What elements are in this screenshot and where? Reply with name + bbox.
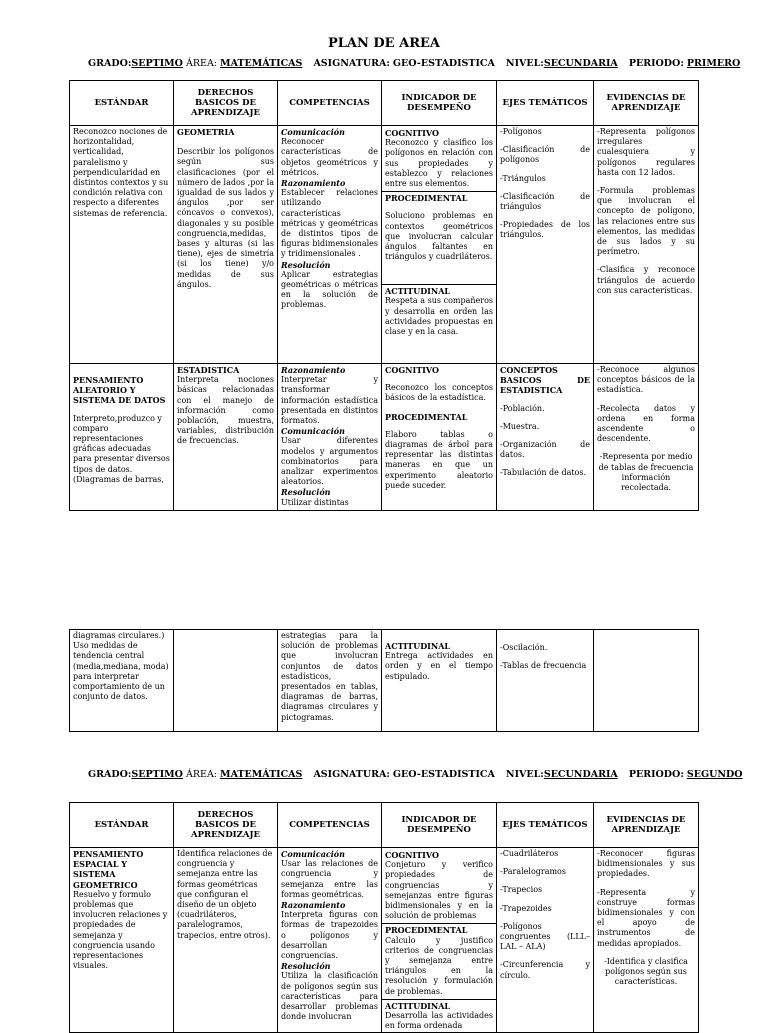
col-dba: DERECHOS BASICOS DE APRENDIZAJE xyxy=(174,803,278,848)
col-ejes: EJES TEMÁTICOS xyxy=(497,803,594,848)
list-item: -Cuadriláteros xyxy=(500,849,559,858)
ind-heading: PROCEDIMENTAL xyxy=(385,925,468,936)
nivel-label: NIVEL: xyxy=(505,58,544,69)
list-item: -Formula problemas que involucran el concepto de polígono, las relaciones entre sus elementos, las medidas de sus lados y su perímetro. xyxy=(597,186,695,257)
list-item: -Representa polígonos irregulares cualesquiera y polígonos regulares hasta con 12 lados. xyxy=(597,127,695,177)
col-ejes: EJES TEMÁTICOS xyxy=(497,81,594,126)
ind-text: Soluciono problemas en contextos geométricos que involucran calcular ángulos faltantes en triángulos y cuadriláteros. xyxy=(385,211,493,262)
estandar-text: diagramas circulares.) Uso medidas de tendencia central (media,mediana, moda) para interpretar comportamiento de un conjunto de datos. xyxy=(73,631,169,702)
area-value: MATEMÁTICAS xyxy=(220,769,303,780)
area-value: MATEMÁTICAS xyxy=(220,58,303,69)
estandar-title: PENSAMIENTO ALEATORIO Y SISTEMA DE DATOS xyxy=(73,375,166,406)
comp-heading: Razonamiento xyxy=(281,178,346,189)
ind-text: Reconozco y clasifico los polígonos en relación con sus propiedades y establezco y relaciones entre sus elementos. xyxy=(385,138,493,189)
dba-text: Describir los polígonos según sus clasificaciones (por el número de lados ,por la igualdad de sus lados y ángulos ,por ser cóncavos o convexos), diagonales y su posible congruencia,medidas, bases y alturas (si las tiene), ejes de simetría (si los tiene) y/o medidas de sus ángulos. xyxy=(177,147,274,289)
comp-heading: Razonamiento xyxy=(281,365,346,375)
cell-ejes xyxy=(497,630,594,732)
cell-evidencias xyxy=(594,630,699,732)
header-line-2 xyxy=(88,769,743,780)
ind-heading: ACTITUDINAL xyxy=(385,641,451,651)
comp-text: Usar diferentes modelos y argumentos combinatorios para analizar experimentos aleatorios. xyxy=(281,436,378,487)
comp-heading: Resolución xyxy=(281,259,331,270)
col-evidencias: EVIDENCIAS DE APRENDIZAJE xyxy=(594,803,699,848)
page-title: PLAN DE AREA xyxy=(327,36,440,51)
area-label: ÁREA: xyxy=(186,58,218,69)
ind-text: Respeta a sus compañeros y desarrolla en orden las actividades propuestas en clase y en la casa. xyxy=(385,296,493,337)
cell-competencias xyxy=(278,126,382,364)
cell-estandar xyxy=(70,364,174,511)
periodo-label: PERIODO: xyxy=(628,58,684,69)
cell-competencias xyxy=(278,630,382,732)
cell-evidencias xyxy=(594,848,699,1033)
cell-indicador xyxy=(382,364,497,511)
list-item: -Clasificación de triángulos xyxy=(500,191,590,212)
cell-ejes xyxy=(497,364,594,511)
ind-text: Desarrolla las actividades en forma ordenada xyxy=(385,1011,493,1031)
cell-competencias xyxy=(278,848,382,1033)
list-item: -Triángulos xyxy=(500,173,546,183)
list-item: -Representa y construye formas bidimensionales y con el apoyo de instrumentos de medidas apropiados. xyxy=(597,887,695,948)
ind-text: Reconozco los conceptos básicos de la estadística. xyxy=(385,383,493,403)
ind-heading: PROCEDIMENTAL xyxy=(385,193,468,204)
ind-heading: COGNITIVO xyxy=(385,850,439,860)
area-label: ÁREA: xyxy=(186,769,218,780)
ind-heading: PROCEDIMENTAL xyxy=(385,411,468,422)
cell-ejes xyxy=(497,126,594,364)
ejes-title: CONCEPTOS BASICOS DE ESTADISTICA xyxy=(500,365,590,396)
comp-heading: Resolución xyxy=(281,961,331,972)
plan-table-1 xyxy=(69,80,699,511)
col-competencias: COMPETENCIAS xyxy=(278,803,382,848)
list-item: -Tablas de frecuencia xyxy=(500,661,587,671)
cell-evidencias xyxy=(594,364,699,511)
comp-text: Usar las relaciones de congruencia y semejanza entre las formas geométricas. xyxy=(281,859,378,899)
periodo-value: PRIMERO xyxy=(686,58,741,69)
grado-value: SEPTIMO xyxy=(131,769,183,780)
col-competencias: COMPETENCIAS xyxy=(278,81,382,126)
cell-evidencias xyxy=(594,126,699,364)
list-item: -Oscilación. xyxy=(500,643,548,652)
estandar-title: PENSAMIENTO ESPACIAL Y SISTEMA GEOMETRICO xyxy=(73,849,144,890)
estandar-text: Resuelvo y formulo problemas que involucren relaciones y propiedades de semejanza y congruencia usando representaciones visuales. xyxy=(73,889,168,971)
table-row xyxy=(70,848,699,1033)
cell-ejes xyxy=(497,848,594,1033)
dba-text: Interpreta nociones básicas relacionadas con el manejo de información como población, muestra, variables, distribución de frecuencias. xyxy=(177,375,274,446)
col-estandar: ESTÁNDAR xyxy=(70,803,174,848)
list-item: -Recolecta datos y ordena en forma ascendente o descendente. xyxy=(597,403,695,444)
periodo-label: PERIODO: xyxy=(628,769,684,780)
ind-text: Conjeturo y verifico propiedades de congruencias y semejanzas entre figuras bidimensionales y en la solución de problemas xyxy=(385,860,493,921)
list-item: -Reconocer figuras bidimensionales y sus propiedades. xyxy=(597,849,695,879)
dba-title: GEOMETRIA xyxy=(177,127,235,137)
cell-dba xyxy=(174,848,278,1033)
plan-table-2 xyxy=(69,802,699,1033)
list-item: -Clasifica y reconoce triángulos de acuerdo con sus características. xyxy=(597,265,695,295)
grado-label: GRADO: xyxy=(88,769,132,780)
cell-estandar xyxy=(70,126,174,364)
comp-heading: Comunicación xyxy=(281,849,345,859)
col-indicador: INDICADOR DE DESEMPEÑO xyxy=(382,803,497,848)
comp-text: Interpreta figuras con formas de trapezoides o polígonos y desarrollan congruencias. xyxy=(281,910,378,961)
table-row xyxy=(70,126,699,364)
list-item: -Organización de datos. xyxy=(500,440,590,460)
plan-table-continuation xyxy=(69,629,699,732)
list-item: -Clasificación de polígonos xyxy=(500,145,590,165)
col-estandar: ESTÁNDAR xyxy=(70,81,174,126)
list-item: -Polígonos congruentes (LLL–LAL – ALA) xyxy=(500,921,590,952)
nivel-value: SECUNDARIA xyxy=(543,769,618,780)
list-item: -Identifica y clasifica polígonos según sus características. xyxy=(604,956,688,987)
periodo-value: SEGUNDO xyxy=(686,769,743,780)
nivel-label: NIVEL: xyxy=(505,769,544,780)
asignatura-value: GEO-ESTADISTICA xyxy=(392,769,495,780)
col-evidencias: EVIDENCIAS DE APRENDIZAJE xyxy=(594,81,699,126)
list-item: -Circunferencia y círculo. xyxy=(500,960,590,980)
ind-heading: COGNITIVO xyxy=(385,365,439,375)
grado-label: GRADO: xyxy=(88,58,132,69)
col-indicador: INDICADOR DE DESEMPEÑO xyxy=(382,81,497,126)
list-item: -Trapecios xyxy=(500,885,543,895)
comp-text: Utilizar distintas xyxy=(281,497,349,507)
cell-dba xyxy=(174,126,278,364)
ind-heading: ACTITUDINAL xyxy=(385,286,451,297)
list-item: -Población. xyxy=(500,403,545,413)
nivel-value: SECUNDARIA xyxy=(543,58,618,69)
ind-heading: ACTITUDINAL xyxy=(385,1000,451,1011)
list-item: -Polígonos xyxy=(500,127,542,136)
cell-estandar xyxy=(70,848,174,1033)
list-item: -Representa por medio de tablas de frecuencia información recolectada. xyxy=(598,452,694,493)
list-item: -Reconoce algunos conceptos básicos de la estadística. xyxy=(597,365,695,395)
cell-competencias xyxy=(278,364,382,511)
table-row xyxy=(70,630,699,732)
asignatura-value: GEO-ESTADISTICA xyxy=(392,58,495,69)
comp-heading: Comunicación xyxy=(281,127,345,137)
ind-text: Elaboro tablas o diagramas de árbol para representar las distintas maneras en que un experimento aleatorio puede suceder. xyxy=(385,429,493,490)
table-row xyxy=(70,364,699,511)
comp-text: Aplicar estrategias geométricas o métricas en la solución de problemas. xyxy=(281,269,378,310)
grado-value: SEPTIMO xyxy=(131,58,183,69)
comp-heading: Comunicación xyxy=(281,426,345,437)
comp-text: Interpretar y transformar información estadística presentada en distintos formatos. xyxy=(281,375,378,426)
cell-indicador xyxy=(382,126,497,364)
cell-dba xyxy=(174,630,278,732)
cell-dba xyxy=(174,364,278,511)
ind-heading: COGNITIVO xyxy=(385,128,439,138)
cell-indicador xyxy=(382,630,497,732)
asignatura-label: ASIGNATURA: xyxy=(313,58,390,69)
list-item: -Trapezoides xyxy=(500,903,552,913)
dba-title: ESTADISTICA xyxy=(177,365,240,375)
ind-text: Calculo y justifico criterios de congruencias y semejanza entre triángulos en la resolución y formulación de problemas. xyxy=(385,935,493,996)
dba-text: Identifica relaciones de congruencia y semejanza entre las formas geométricas que configuran el diseño de un objeto (cuadriláteros, paralelogramos, trapecios, entre otros). xyxy=(177,849,273,940)
list-item: -Paralelogramos xyxy=(500,867,566,877)
cell-indicador xyxy=(382,848,497,1033)
comp-text: estrategias para la solución de problemas que involucran conjuntos de datos estadísticos, presentados en tablas, diagramas de barras, diagramas circulares y pictogramas. xyxy=(281,631,378,722)
ind-text: Entrega actividades en orden y en el tiempo estipulado. xyxy=(385,651,493,681)
list-item: -Muestra. xyxy=(500,421,540,431)
comp-heading: Razonamiento xyxy=(281,900,346,911)
asignatura-label: ASIGNATURA: xyxy=(313,769,390,780)
comp-text: Utiliza la clasificación de polígonos según sus características para desarrollar problemas donde involucran xyxy=(281,971,378,1022)
estandar-text: Reconozco nociones de horizontalidad, verticalidad, paralelismo y perpendicularidad en distintos contextos y su condición relativa con respecto a diferentes sistemas de referencia. xyxy=(73,127,169,218)
comp-heading: Resolución xyxy=(281,487,331,498)
header-line-1 xyxy=(88,58,740,69)
comp-text: Reconocer características de objetos geométricos y métricos. xyxy=(281,137,378,177)
col-dba: DERECHOS BASICOS DE APRENDIZAJE xyxy=(174,81,278,126)
comp-text: Establecer relaciones utilizando características métricas y geométricas de distintos tipos de figuras bidimensionales y tridimensionales . xyxy=(281,188,378,259)
estandar-text: Interpreto,produzco y comparo representaciones gráficas adecuadas para presentar diversos tipos de datos. (Diagramas de barras, xyxy=(73,413,170,484)
cell-estandar xyxy=(70,630,174,732)
list-item: -Tabulación de datos. xyxy=(500,468,587,478)
list-item: -Propiedades de los triángulos. xyxy=(500,220,590,240)
